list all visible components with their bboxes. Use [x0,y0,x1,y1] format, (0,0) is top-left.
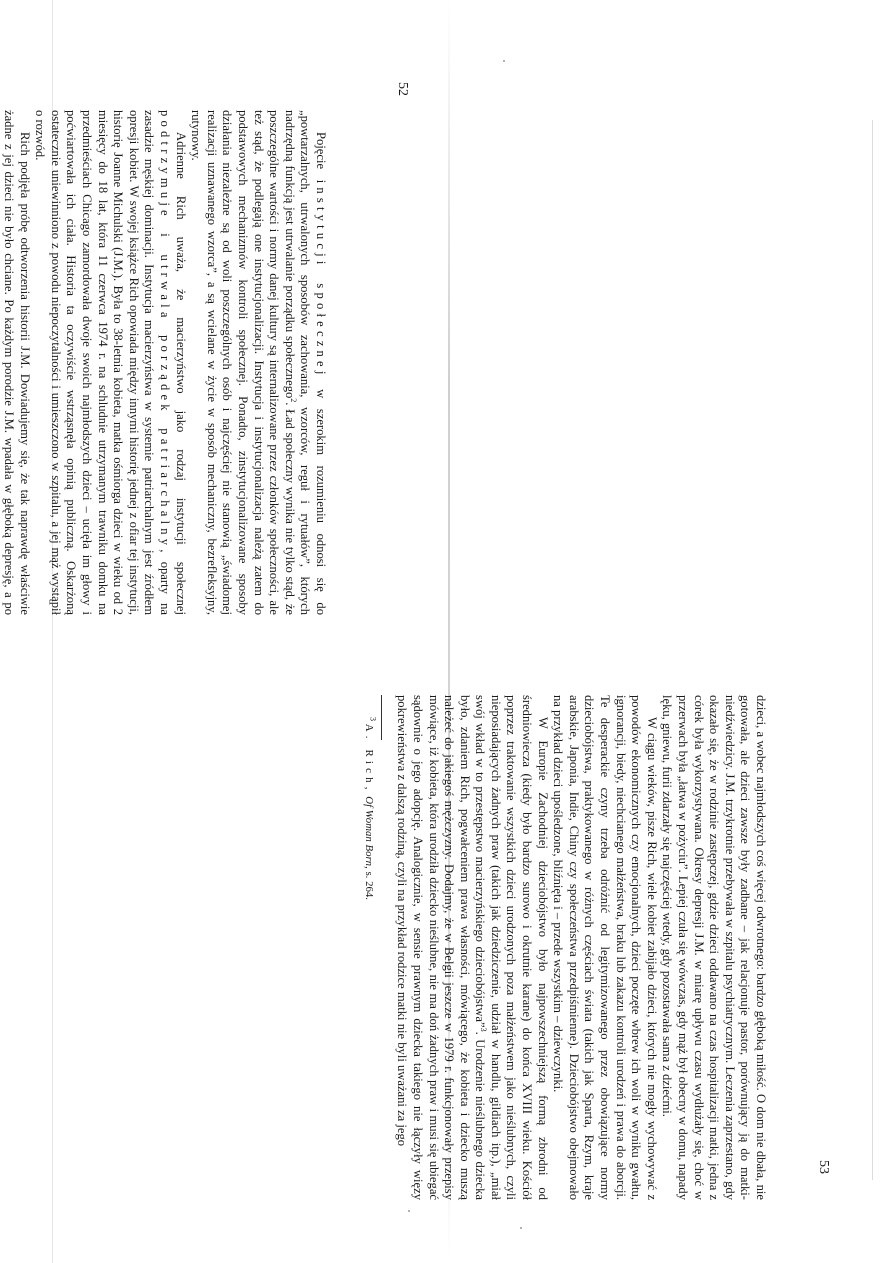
paragraphs [394,695,768,1200]
footnote-author: A. Rich, [362,723,375,794]
text-run: . Urodzenie nieślubnego dziecka było, zdaniem Rich, pogwałceniem prawa własności, mówiącego, że kobieta i dziecko muszą należeć do jakiegoś mężczyzny. Dodajmy, że w Belgii jeszcze w 1979 r. funkcjonowały przepisy mówiące, iż kobieta, która urodziła dziecko nieślubne, nie ma doń żadnych praw i musi się ubiegać sądownie o jego adopcję. Analogicznie, w sensie prawnym dziecka takiego nie łączyły więzy pokrewieństwa z dalszą rodziną, czyli na przykład rodzice matki nie byli uważani za jego [395,695,488,1200]
text-run: W ciągu wieków, pisze Rich, wiele kobiet zabijało dzieci, których nie mogły wychowywać z powodów ekonomicznych czy emocjonalnych, dzieci poczęte wbrew ich woli w wyniku gwałtu, ignorancji, biedy, niechcianego małżeństwa, braku lub zakazu kontroli urodzeń i prawa do aborcji. Te desperackie czyny trzeba odróżnić od legitymizowanego przez obowiązujące normy dzieciobójstwa, praktykowanego w różnych częściach świata (takich jak Sparta, Rzym, kraje arabskie, Japonia, Indie, Chiny czy społeczeństwa przedpiśmienne). Dzieciobójstwo obejmowało na przykład dzieci upośledzone, bliźnięta i – przede wszystkim – dziewczynki. [551,695,659,1200]
footnote-divider [381,695,382,740]
text-run: . Ład społeczny wynika nie tylko stąd, że poszczególne wartości i normy danej kultury są internalizowane przez członków społeczności, ale też stąd, że podlegają one instytucjonalizacji. Instytucja i instytucjonalizacja należą zatem do podstawowych mechanizmów kontroli społecznej. Ponadto, zinstytucjonalizowane sposoby działania niezależne są od woli poszczególnych osób i najczęściej nie stanowią „świadomej realizacji uznawanego wzorca”, a są wcielane w życie w sposób mechaniczny, bezrefleksyjny, rutynowy. [189,110,297,616]
page-number: 53 [816,1160,831,1174]
paragraph [550,695,659,1200]
text-run: Pojęcie [314,132,328,180]
footnote [361,695,378,1200]
text-run: w szerokim rozumieniu odnosi się do „powtarzalnych, utrwalonych sposobów zachowania, wzorców, reguł i rytuałów”, których nadrzędną funkcją jest utrwalanie porządku społecznego [282,110,328,615]
footnote-rest: s. 264. [362,871,375,900]
text-run: dzieci, a wobec najmłodszych coś więcej odwrotnego: bardzo głęboką miłość. O dom nie dbała, nie gotowała, ale dzieci zawsze były zadbane – jak relacjonuje pastor, porównujący ją do matki-niedźwiedzicy. J.M. trzykrotnie przebywała w szpitalu psychiatrycznym. Leczenia zaprzestano, gdy okazało się, że w rodzinie zastępczej, gdzie dzieci oddawano na czas hospitalizacji matki, jedna z córek była wykorzystywana. Okresy depresji J.M. w miarę upływu czasu wydłużały się, choć w przerwach była „łatwa w pożyciu”. Lepiej czuła się wówczas, gdy mąż był obecny w domu, napady lęku, gniewu, furii zdarzały się najczęściej wtedy, gdy pozostawała sama z dziećmi. [660,695,768,1200]
spaced-emphasis: podtrzymuje i utrwala porządek patriarchalny [158,110,173,550]
text-run: Adrienne Rich uważa, że macierzyństwo jako rodzaj instytucji społecznej [173,132,188,615]
footnote-number: 3 [368,717,378,721]
footnote-ref: 2 [289,398,298,403]
right-page-body [361,695,768,1200]
spaced-emphasis: instytucji społecznej [314,179,328,379]
paragraph [394,695,550,1200]
paragraph [659,695,768,1200]
text-run: Rich podjęła próbę odtworzenia historii J.M. Dowiadujemy się, że tak naprawdę właściwie żadne z jej dzieci nie było chciane. Po każdym porodzie J.M. wpadała w głęboką depresję, a po [2,110,32,615]
paragraph [32,110,188,615]
page-number: 52 [395,82,410,96]
footnote-ref: 3 [479,1027,489,1032]
text-run: , oparty na zasadzie męskiej dominacji. Instytucja macierzyństwa w systemie patriarchalnym jest źródłem opresji kobiet. W swojej książce Rich opowiada między innymi historię jednej z ofiar tej instytucji, historię Joanne Michulski (J.M.). Była to 38-letnia kobieta, matka ośmiorga dzieci w wieku od 2 miesięcy do 18 lat, która 11 czerwca 1974 r. na schludnie utrzymanym trawniku domku na przedmieściach Chicago zamordowała dwoje swoich najmłodszych dzieci – ucięła im głowy i poćwiartowała ich ciała. Historia ta oczywiście wstrząsnęła opinią publiczną. Oskarżoną ostatecznie uniewinniono z powodu niepoczytalności i umieszczono w szpitalu, a jej mąż wystąpił o rozwód. [33,110,173,615]
paragraph [188,110,328,615]
paragraphs [0,110,328,615]
left-page-body [0,110,328,615]
text-run: W Europie Zachodniej dzieciobójstwo było najpowszechniejszą formą zbrodni od średniowiecza (kiedy było bardzo surowo i okrutnie karane) do końca XVIII wieku. Kościół poprzez traktowanie wszystkich dzieci urodzonych poza małżeństwem jako nieślubnych, czyli nieposiadających żadnych praw (takich jak dziedziczenie, udział w handlu, gildiach itp.), „miał swój wkład w to przestępstwo macierzyńskiego dzieciobójstwa” [473,695,550,1200]
footnote-title: Of Woman Born, [362,796,375,869]
paragraph [0,110,32,615]
